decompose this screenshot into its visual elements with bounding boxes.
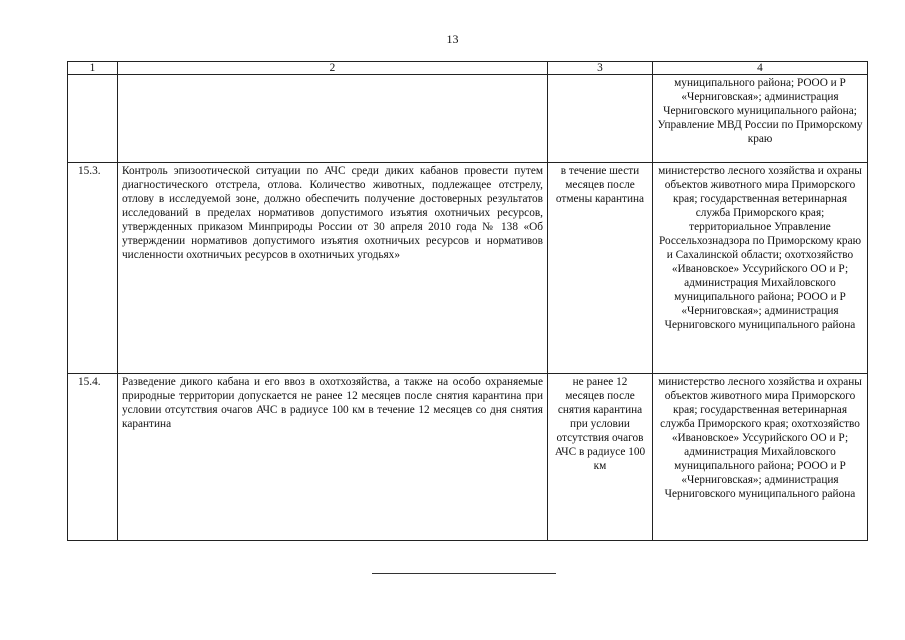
header-col-2: 2 (118, 62, 548, 75)
row-description: Контроль эпизоотической ситуации по АЧС среди диких кабанов провести путем диагностического отстрела, отлова. Количество животных, подлежащее отстрелу, отлову в исследуемой зоне, должно обеспечить получение достоверных результатов исследований в пределах нормативов допустимого изъятия охотничьих ресурсов, утвержденных приказом Минприроды России от 30 апреля 2010 года № 138 «Об утверждении нормативов допустимого изъятия охотничьих ресурсов и нормативов численности охотничьих ресурсов в охотничьих угодьях» (118, 163, 548, 374)
row-description (118, 75, 548, 163)
table-row (68, 75, 868, 163)
row-term (548, 75, 653, 163)
row-description: Разведение дикого кабана и его ввоз в охотхозяйства, а также на особо охраняемые природные территории допускается не ранее 12 месяцев после снятия карантина при условии отсутствия очагов АЧС в радиусе 100 км в течение 12 месяцев со дня снятия карантина (118, 374, 548, 541)
row-responsible: министерство лесного хозяйства и охраны объектов животного мира Приморского края; государственная ветеринарная служба Приморского края; территориальное Управление Россельхознадзора по Приморскому краю и Сахалинской области; охотхозяйство «Ивановское» Уссурийского ОО и Р; администрация Михайловского муниципального района; РООО и Р «Черниговская»; администрация Черниговского муниципального района (653, 163, 868, 374)
row-term: в течение шести месяцев после отмены карантина (548, 163, 653, 374)
row-responsible: министерство лесного хозяйства и охраны объектов животного мира Приморского края; государственная ветеринарная служба Приморского края; охотхозяйство «Ивановское» Уссурийского ОО и Р; администрация Михайловского муниципального района; РООО и Р «Черниговская»; администрация Черниговского муниципального района (653, 374, 868, 541)
table-header-row (68, 62, 868, 75)
measures-table (67, 61, 868, 541)
header-col-4: 4 (653, 62, 868, 75)
table-row (68, 374, 868, 541)
table-row (68, 163, 868, 374)
row-number (68, 75, 118, 163)
row-number: 15.3. (68, 163, 118, 374)
row-term: не ранее 12 месяцев после снятия карантина при условии отсутствия очагов АЧС в радиусе 100 км (548, 374, 653, 541)
header-col-3: 3 (548, 62, 653, 75)
footer-divider (372, 573, 556, 574)
row-number: 15.4. (68, 374, 118, 541)
row-responsible: муниципального района; РООО и Р «Черниговская»; администрация Черниговского муниципального района; Управление МВД России по Приморскому краю (653, 75, 868, 163)
header-col-1: 1 (68, 62, 118, 75)
page-number: 13 (446, 32, 459, 46)
